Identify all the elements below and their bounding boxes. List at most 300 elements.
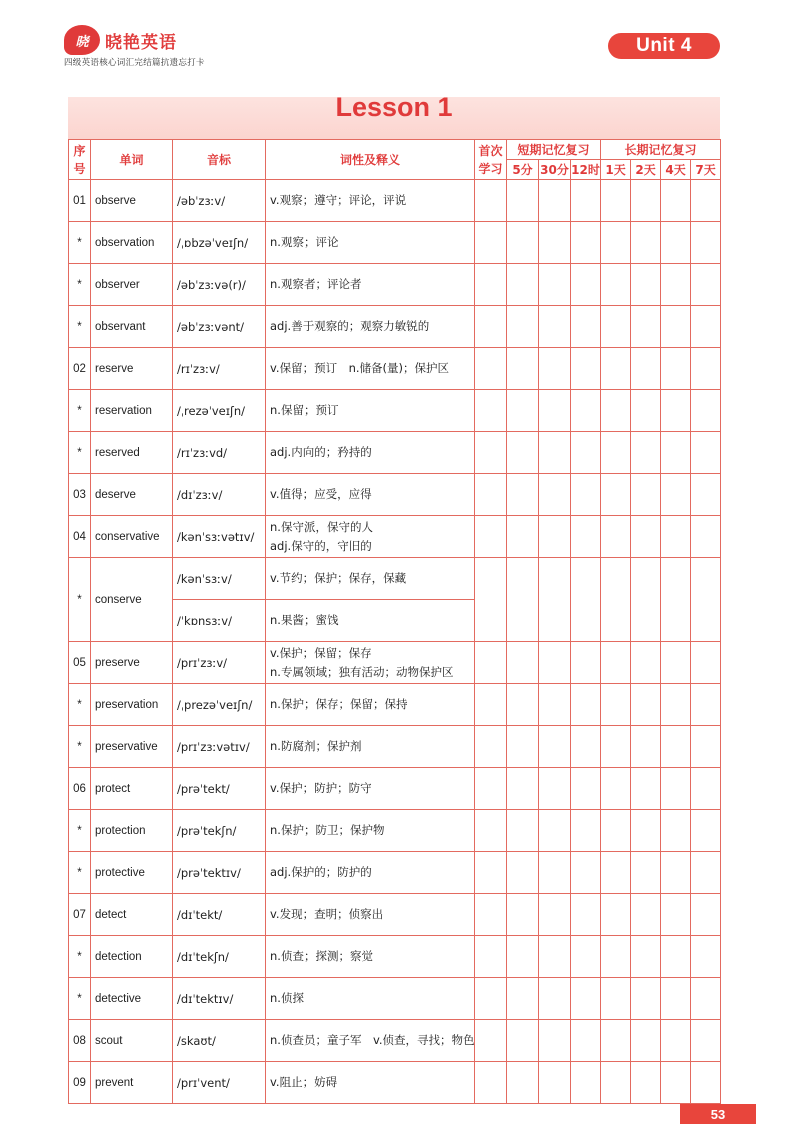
checkbox-cell[interactable] <box>571 684 601 726</box>
checkbox-cell[interactable] <box>571 558 601 642</box>
checkbox-cell[interactable] <box>631 180 661 222</box>
table-row <box>69 936 721 978</box>
checkbox-cell[interactable] <box>601 1020 631 1062</box>
checkbox-cell[interactable] <box>507 516 539 558</box>
checkbox-cell[interactable] <box>601 264 631 306</box>
checkbox-cell[interactable] <box>631 264 661 306</box>
checkbox-cell[interactable] <box>507 936 539 978</box>
checkbox-cell[interactable] <box>571 264 601 306</box>
definition-line: v.保护；防护；防守 <box>270 781 372 795</box>
checkbox-cell[interactable] <box>571 936 601 978</box>
checkbox-cell[interactable] <box>661 810 691 852</box>
checkbox-cell[interactable] <box>631 852 661 894</box>
header-12h: 12时 <box>571 160 601 180</box>
definition <box>266 516 475 558</box>
checkbox-cell[interactable] <box>571 852 601 894</box>
checkbox-cell[interactable] <box>507 684 539 726</box>
row-number: * <box>69 810 91 852</box>
checkbox-cell[interactable] <box>631 516 661 558</box>
checkbox-cell[interactable] <box>507 642 539 684</box>
checkbox-cell[interactable] <box>571 474 601 516</box>
checkbox-cell[interactable] <box>539 474 571 516</box>
definition-line: n.防腐剂；保护剂 <box>270 739 362 753</box>
checkbox-cell[interactable] <box>475 684 507 726</box>
checkbox-cell[interactable] <box>539 558 571 642</box>
checkbox-cell[interactable] <box>601 852 631 894</box>
table-row <box>69 474 721 516</box>
definition <box>266 1062 475 1104</box>
checkbox-cell[interactable] <box>507 1020 539 1062</box>
checkbox-cell[interactable] <box>631 306 661 348</box>
checkbox-cell[interactable] <box>475 768 507 810</box>
row-number: * <box>69 306 91 348</box>
word: detection <box>91 936 173 978</box>
definition-line: adj.善于观察的；观察力敏锐的 <box>270 319 430 333</box>
checkbox-cell[interactable] <box>601 558 631 642</box>
checkbox-cell[interactable] <box>539 390 571 432</box>
checkbox-cell[interactable] <box>539 180 571 222</box>
header-long-term: 长期记忆复习 <box>601 140 721 160</box>
phonetic: /prəˈtektɪv/ <box>173 852 266 894</box>
checkbox-cell[interactable] <box>691 684 721 726</box>
word: preserve <box>91 642 173 684</box>
table-row <box>69 264 721 306</box>
definition-line: n.侦查员；童子军 v.侦查，寻找；物色 <box>270 1033 475 1047</box>
row-number: * <box>69 684 91 726</box>
checkbox-cell[interactable] <box>539 222 571 264</box>
table-row <box>69 222 721 264</box>
table-header <box>69 140 721 180</box>
checkbox-cell[interactable] <box>571 642 601 684</box>
checkbox-cell[interactable] <box>539 852 571 894</box>
checkbox-cell[interactable] <box>475 390 507 432</box>
definition <box>266 810 475 852</box>
row-number: * <box>69 432 91 474</box>
checkbox-cell[interactable] <box>475 348 507 390</box>
definition <box>266 306 475 348</box>
table-row <box>69 306 721 348</box>
checkbox-cell[interactable] <box>539 894 571 936</box>
checkbox-cell[interactable] <box>631 978 661 1020</box>
checkbox-cell[interactable] <box>631 1020 661 1062</box>
checkbox-cell[interactable] <box>631 726 661 768</box>
checkbox-cell[interactable] <box>601 894 631 936</box>
row-number: * <box>69 264 91 306</box>
header-definition: 词性及释义 <box>266 140 475 180</box>
phonetic: /kənˈsɜːvətɪv/ <box>173 516 266 558</box>
header-4day: 4天 <box>661 160 691 180</box>
checkbox-cell[interactable] <box>601 348 631 390</box>
row-number: 03 <box>69 474 91 516</box>
checkbox-cell[interactable] <box>631 1062 661 1104</box>
word: reserved <box>91 432 173 474</box>
table-row <box>69 978 721 1020</box>
checkbox-cell[interactable] <box>507 852 539 894</box>
row-number: 01 <box>69 180 91 222</box>
checkbox-cell[interactable] <box>661 432 691 474</box>
checkbox-cell[interactable] <box>601 516 631 558</box>
table-row <box>69 726 721 768</box>
word: detect <box>91 894 173 936</box>
checkbox-cell[interactable] <box>661 978 691 1020</box>
checkbox-cell[interactable] <box>571 768 601 810</box>
phonetic: /dɪˈzɜːv/ <box>173 474 266 516</box>
checkbox-cell[interactable] <box>691 474 721 516</box>
checkbox-cell[interactable] <box>571 306 601 348</box>
brand-name: 晓艳英语 <box>105 32 177 53</box>
checkbox-cell[interactable] <box>661 474 691 516</box>
header-seq: 序 号 <box>69 140 91 180</box>
checkbox-cell[interactable] <box>507 264 539 306</box>
table-row <box>69 1062 721 1104</box>
word: preservation <box>91 684 173 726</box>
checkbox-cell[interactable] <box>539 642 571 684</box>
checkbox-cell[interactable] <box>475 1020 507 1062</box>
checkbox-cell[interactable] <box>539 684 571 726</box>
definition-line: n.侦查；探测；察觉 <box>270 949 373 963</box>
phonetic: /əbˈzɜːv/ <box>173 180 266 222</box>
checkbox-cell[interactable] <box>631 642 661 684</box>
definition-line: adj.保守的，守旧的 <box>270 538 372 553</box>
checkbox-cell[interactable] <box>631 768 661 810</box>
definition-line: n.保留；预订 <box>270 403 339 417</box>
checkbox-cell[interactable] <box>601 1062 631 1104</box>
checkbox-cell[interactable] <box>691 1020 721 1062</box>
definition <box>266 180 475 222</box>
checkbox-cell[interactable] <box>661 264 691 306</box>
phonetic: /əbˈzɜːvə(r)/ <box>173 264 266 306</box>
checkbox-cell[interactable] <box>571 222 601 264</box>
checkbox-cell[interactable] <box>571 180 601 222</box>
word: reserve <box>91 348 173 390</box>
checkbox-cell[interactable] <box>571 348 601 390</box>
row-number: 07 <box>69 894 91 936</box>
definition <box>266 936 475 978</box>
definition <box>266 432 475 474</box>
checkbox-cell[interactable] <box>507 390 539 432</box>
checkbox-cell[interactable] <box>661 894 691 936</box>
row-number: * <box>69 852 91 894</box>
row-number: 08 <box>69 1020 91 1062</box>
row-number: 02 <box>69 348 91 390</box>
row-number: 06 <box>69 768 91 810</box>
phonetic: /prɪˈzɜːvətɪv/ <box>173 726 266 768</box>
definition-line: v.发现；查明；侦察出 <box>270 907 384 921</box>
checkbox-cell[interactable] <box>691 936 721 978</box>
definition-line: adj.内向的；矜持的 <box>270 445 372 459</box>
definition-line: v.保护；保留；保存 <box>270 645 372 660</box>
table-row <box>69 852 721 894</box>
checkbox-cell[interactable] <box>475 180 507 222</box>
table-row <box>69 180 721 222</box>
checkbox-cell[interactable] <box>539 306 571 348</box>
checkbox-cell[interactable] <box>661 180 691 222</box>
checkbox-cell[interactable] <box>631 558 661 642</box>
checkbox-cell[interactable] <box>571 432 601 474</box>
definition-line: n.保护；防卫；保护物 <box>270 823 385 837</box>
word: conservative <box>91 516 173 558</box>
definition-line: adj.保护的；防护的 <box>270 865 372 879</box>
checkbox-cell[interactable] <box>507 180 539 222</box>
checkbox-cell[interactable] <box>475 264 507 306</box>
checkbox-cell[interactable] <box>691 978 721 1020</box>
checkbox-cell[interactable] <box>661 852 691 894</box>
row-number: 05 <box>69 642 91 684</box>
row-number: * <box>69 936 91 978</box>
checkbox-cell[interactable] <box>571 516 601 558</box>
header-word: 单词 <box>91 140 173 180</box>
checkbox-cell[interactable] <box>475 222 507 264</box>
checkbox-cell[interactable] <box>507 432 539 474</box>
checkbox-cell[interactable] <box>691 768 721 810</box>
checkbox-cell[interactable] <box>601 180 631 222</box>
checkbox-cell[interactable] <box>601 432 631 474</box>
phonetic: /dɪˈtektɪv/ <box>173 978 266 1020</box>
checkbox-cell[interactable] <box>601 768 631 810</box>
checkbox-cell[interactable] <box>475 894 507 936</box>
checkbox-cell[interactable] <box>571 894 601 936</box>
checkbox-cell[interactable] <box>475 1062 507 1104</box>
definition <box>266 726 475 768</box>
definition <box>266 978 475 1020</box>
definition-line: v.值得；应受，应得 <box>270 487 372 501</box>
checkbox-cell[interactable] <box>691 516 721 558</box>
checkbox-cell[interactable] <box>571 1062 601 1104</box>
phonetic: /prɪˈvent/ <box>173 1062 266 1104</box>
checkbox-cell[interactable] <box>475 516 507 558</box>
checkbox-cell[interactable] <box>507 558 539 642</box>
checkbox-cell[interactable] <box>507 348 539 390</box>
checkbox-cell[interactable] <box>539 936 571 978</box>
table-row <box>69 642 721 684</box>
checkbox-cell[interactable] <box>631 474 661 516</box>
checkbox-cell[interactable] <box>539 516 571 558</box>
row-number: 09 <box>69 1062 91 1104</box>
checkbox-cell[interactable] <box>691 852 721 894</box>
checkbox-cell[interactable] <box>475 558 507 642</box>
definition-line: n.保护；保存；保留；保持 <box>270 697 408 711</box>
definition <box>266 474 475 516</box>
checkbox-cell[interactable] <box>691 810 721 852</box>
definition-line: n.保守派，保守的人 <box>270 519 373 534</box>
definition <box>266 348 475 390</box>
word: observant <box>91 306 173 348</box>
lesson-title: Lesson 1 <box>335 92 453 122</box>
checkbox-cell[interactable] <box>631 894 661 936</box>
table-row <box>69 516 721 558</box>
row-number: * <box>69 390 91 432</box>
definition-line: v.观察；遵守；评论，评说 <box>270 193 407 207</box>
checkbox-cell[interactable] <box>475 936 507 978</box>
checkbox-cell[interactable] <box>539 264 571 306</box>
header-short-term: 短期记忆复习 <box>507 140 601 160</box>
checkbox-cell[interactable] <box>539 810 571 852</box>
header-5min: 5分 <box>507 160 539 180</box>
definition-line: n.观察者；评论者 <box>270 277 362 291</box>
checkbox-cell[interactable] <box>661 306 691 348</box>
checkbox-cell[interactable] <box>475 306 507 348</box>
checkbox-cell[interactable] <box>539 432 571 474</box>
phonetic: /ˈkɒnsɜːv/ <box>173 600 266 642</box>
checkbox-cell[interactable] <box>601 978 631 1020</box>
word: detective <box>91 978 173 1020</box>
definition-line: v.阻止；妨碍 <box>270 1075 338 1089</box>
header-7day: 7天 <box>691 160 721 180</box>
checkbox-cell[interactable] <box>475 810 507 852</box>
word: observer <box>91 264 173 306</box>
checkbox-cell[interactable] <box>631 390 661 432</box>
checkbox-cell[interactable] <box>691 348 721 390</box>
checkbox-cell[interactable] <box>571 810 601 852</box>
word: preservative <box>91 726 173 768</box>
word: deserve <box>91 474 173 516</box>
checkbox-cell[interactable] <box>571 390 601 432</box>
header-phonetic: 音标 <box>173 140 266 180</box>
checkbox-cell[interactable] <box>601 222 631 264</box>
checkbox-cell[interactable] <box>691 180 721 222</box>
checkbox-cell[interactable] <box>661 684 691 726</box>
checkbox-cell[interactable] <box>691 558 721 642</box>
checkbox-cell[interactable] <box>507 306 539 348</box>
checkbox-cell[interactable] <box>507 222 539 264</box>
checkbox-cell[interactable] <box>601 306 631 348</box>
checkbox-cell[interactable] <box>539 1062 571 1104</box>
checkbox-cell[interactable] <box>691 222 721 264</box>
phonetic: /ˌɒbzəˈveɪʃn/ <box>173 222 266 264</box>
checkbox-cell[interactable] <box>507 810 539 852</box>
checkbox-cell[interactable] <box>691 1062 721 1104</box>
checkbox-cell[interactable] <box>601 390 631 432</box>
checkbox-cell[interactable] <box>507 894 539 936</box>
word: protect <box>91 768 173 810</box>
checkbox-cell[interactable] <box>507 768 539 810</box>
checkbox-cell[interactable] <box>601 810 631 852</box>
checkbox-cell[interactable] <box>691 894 721 936</box>
definition <box>266 852 475 894</box>
row-number: * <box>69 558 91 642</box>
checkbox-cell[interactable] <box>691 306 721 348</box>
checkbox-cell[interactable] <box>691 432 721 474</box>
checkbox-cell[interactable] <box>631 936 661 978</box>
checkbox-cell[interactable] <box>571 726 601 768</box>
table-row <box>69 894 721 936</box>
checkbox-cell[interactable] <box>661 936 691 978</box>
word: reservation <box>91 390 173 432</box>
table-row <box>69 810 721 852</box>
table-row <box>69 348 721 390</box>
checkbox-cell[interactable] <box>661 642 691 684</box>
phonetic: /prɪˈzɜːv/ <box>173 642 266 684</box>
checkbox-cell[interactable] <box>601 642 631 684</box>
checkbox-cell[interactable] <box>631 432 661 474</box>
word: protection <box>91 810 173 852</box>
checkbox-cell[interactable] <box>661 222 691 264</box>
table-row <box>69 684 721 726</box>
phonetic: /prəˈtekt/ <box>173 768 266 810</box>
checkbox-cell[interactable] <box>661 390 691 432</box>
checkbox-cell[interactable] <box>475 978 507 1020</box>
checkbox-cell[interactable] <box>539 978 571 1020</box>
checkbox-cell[interactable] <box>507 978 539 1020</box>
checkbox-cell[interactable] <box>507 474 539 516</box>
definition <box>266 768 475 810</box>
checkbox-cell[interactable] <box>691 642 721 684</box>
checkbox-cell[interactable] <box>661 516 691 558</box>
checkbox-cell[interactable] <box>661 1020 691 1062</box>
checkbox-cell[interactable] <box>601 684 631 726</box>
phonetic: /ˌprezəˈveɪʃn/ <box>173 684 266 726</box>
checkbox-cell[interactable] <box>539 768 571 810</box>
row-number: * <box>69 978 91 1020</box>
table-row <box>69 432 721 474</box>
table-row <box>69 558 721 600</box>
checkbox-cell[interactable] <box>601 474 631 516</box>
checkbox-cell[interactable] <box>539 726 571 768</box>
word: observation <box>91 222 173 264</box>
checkbox-cell[interactable] <box>661 768 691 810</box>
checkbox-cell[interactable] <box>661 726 691 768</box>
checkbox-cell[interactable] <box>601 936 631 978</box>
definition-line: n.专属领域；独有活动；动物保护区 <box>270 664 454 679</box>
vocab-table <box>68 139 721 1104</box>
phonetic: /əbˈzɜːvənt/ <box>173 306 266 348</box>
phonetic: /prəˈtekʃn/ <box>173 810 266 852</box>
checkbox-cell[interactable] <box>475 726 507 768</box>
definition-line: n.侦探 <box>270 991 304 1005</box>
checkbox-cell[interactable] <box>475 852 507 894</box>
definition: v.节约；保护；保存，保藏 <box>266 558 475 600</box>
definition <box>266 642 475 684</box>
checkbox-cell[interactable] <box>661 558 691 642</box>
checkbox-cell[interactable] <box>631 684 661 726</box>
checkbox-cell[interactable] <box>631 348 661 390</box>
checkbox-cell[interactable] <box>571 1020 601 1062</box>
checkbox-cell[interactable] <box>631 222 661 264</box>
logo-mark-icon: 晓 <box>64 25 100 55</box>
page-number: 53 <box>680 1104 756 1124</box>
checkbox-cell[interactable] <box>691 264 721 306</box>
tagline: 四级英语核心词汇完结篇抗遗忘打卡 <box>64 58 205 68</box>
table-row <box>69 1020 721 1062</box>
row-number: * <box>69 726 91 768</box>
brand-logo <box>64 22 177 58</box>
checkbox-cell[interactable] <box>507 1062 539 1104</box>
word: scout <box>91 1020 173 1062</box>
header-30min: 30分 <box>539 160 571 180</box>
definition <box>266 264 475 306</box>
phonetic: /skaʊt/ <box>173 1020 266 1062</box>
row-number: * <box>69 222 91 264</box>
checkbox-cell[interactable] <box>631 810 661 852</box>
phonetic: /dɪˈtekt/ <box>173 894 266 936</box>
checkbox-cell[interactable] <box>661 348 691 390</box>
checkbox-cell[interactable] <box>507 726 539 768</box>
checkbox-cell[interactable] <box>571 978 601 1020</box>
checkbox-cell[interactable] <box>475 474 507 516</box>
definition-line: v.保留；预订 n.储备(量)；保护区 <box>270 361 449 375</box>
checkbox-cell[interactable] <box>691 390 721 432</box>
checkbox-cell[interactable] <box>475 432 507 474</box>
definition <box>266 894 475 936</box>
checkbox-cell[interactable] <box>539 348 571 390</box>
checkbox-cell[interactable] <box>691 726 721 768</box>
checkbox-cell[interactable] <box>661 1062 691 1104</box>
checkbox-cell[interactable] <box>601 726 631 768</box>
table-row <box>69 768 721 810</box>
checkbox-cell[interactable] <box>475 642 507 684</box>
checkbox-cell[interactable] <box>539 1020 571 1062</box>
header-1day: 1天 <box>601 160 631 180</box>
